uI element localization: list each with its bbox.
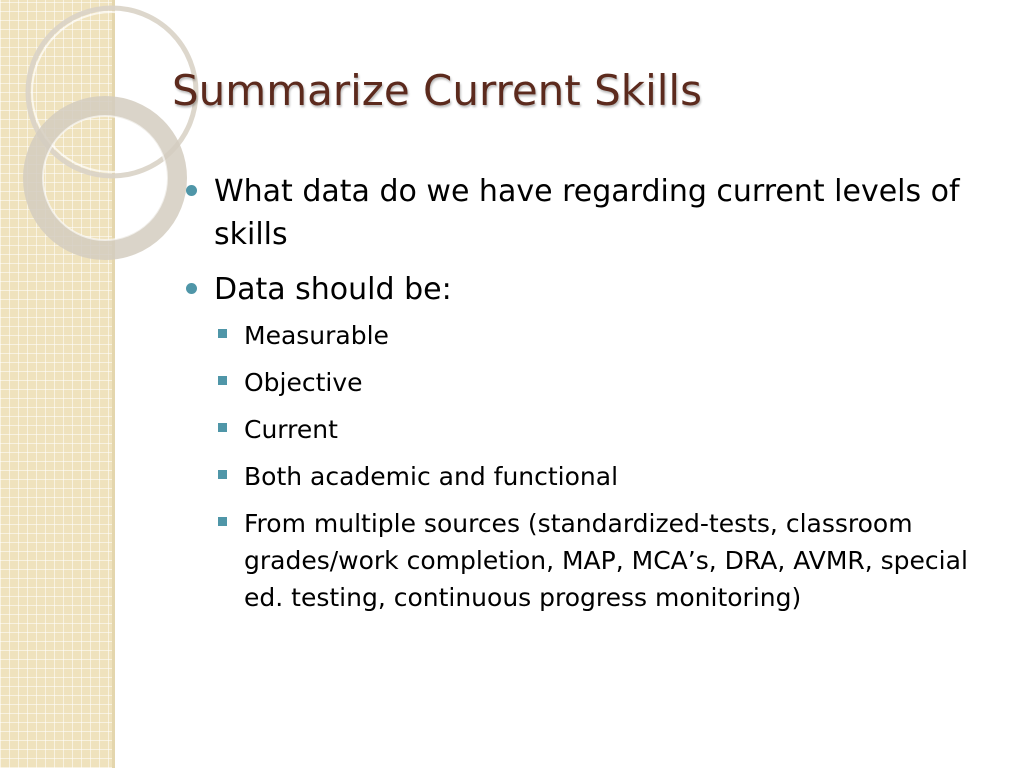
bullet-dot-icon bbox=[186, 283, 197, 294]
bullet-dot-icon bbox=[186, 185, 197, 196]
sub-bullet-item bbox=[218, 458, 994, 495]
bullet-text: Data should be: bbox=[214, 272, 452, 307]
square-bullet-icon bbox=[218, 329, 227, 338]
square-bullet-icon bbox=[218, 470, 227, 479]
sub-bullet-text: From multiple sources (standardized-tests, classroom grades/work completion, MAP, MCA’s, DRA, AVMR, special ed. testing, continuous progress monitoring) bbox=[244, 509, 968, 612]
sub-bullet-text: Measurable bbox=[244, 321, 389, 350]
decorative-rings-icon bbox=[0, 0, 150, 260]
sub-bullet-text: Current bbox=[244, 415, 338, 444]
sub-bullet-item bbox=[218, 505, 994, 616]
slide-title: Summarize Current Skills bbox=[172, 66, 702, 115]
sub-bullet-item bbox=[218, 411, 994, 448]
square-bullet-icon bbox=[218, 423, 227, 432]
sub-bullet-item bbox=[218, 317, 994, 354]
sub-bullet-list bbox=[186, 317, 986, 616]
bullet-item bbox=[186, 268, 986, 311]
slide-content bbox=[186, 170, 986, 626]
sub-bullet-item bbox=[218, 364, 994, 401]
bullet-text: What data do we have regarding current levels of skills bbox=[214, 174, 960, 252]
sub-bullet-text: Objective bbox=[244, 368, 363, 397]
sub-bullet-text: Both academic and functional bbox=[244, 462, 619, 491]
square-bullet-icon bbox=[218, 517, 227, 526]
square-bullet-icon bbox=[218, 376, 227, 385]
bullet-item bbox=[186, 170, 986, 256]
